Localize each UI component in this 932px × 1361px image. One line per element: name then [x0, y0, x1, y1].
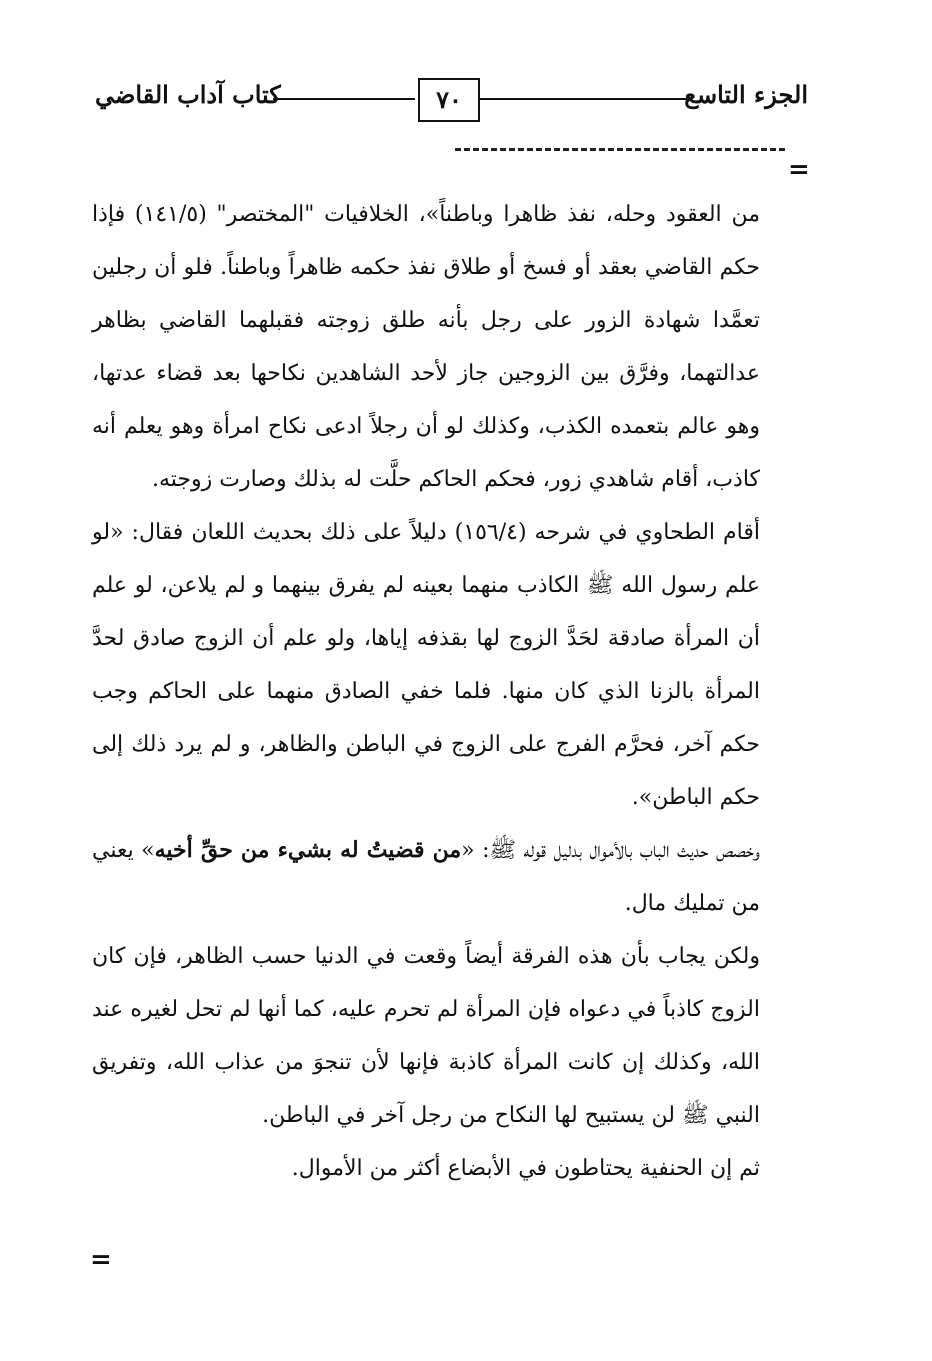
paragraph-3	[92, 824, 760, 930]
page-body	[92, 188, 760, 1195]
footnote-separator	[455, 148, 785, 151]
header-book-title: كتاب آداب القاضي	[95, 80, 281, 109]
paragraph-1: من العقود وحله، نفذ ظاهرا وباطناً»، الخلافيات "المختصر" (١٤١/٥) فإذا حكم القاضي بعقد أو فسخ أو طلاق نفذ حكمه ظاهراً وباطناً. فلو أن رجلين تعمَّدا شهادة الزور على رجل بأنه طلق زوجته فقبلهما القاضي بظاهر عدالتهما، وفرَّق بين الزوجين جاز لأحد الشاهدين نكاحها بعد قضاء عدتها، وهو عالم بتعمده الكذب، وكذلك لو أن رجلاً ادعى نكاح امرأة وهو يعلم أنه كاذب، أقام شاهدي زور، فحكم الحاكم حلَّت له بذلك وصارت زوجته.	[92, 202, 760, 492]
continuation-mark-top: =	[788, 155, 810, 185]
paragraph-3-after: » يعني من تمليك مال.	[92, 838, 760, 916]
page-header	[95, 70, 808, 130]
header-section-title: الجزء التاسع	[684, 80, 808, 109]
hadith-quote: من قضيتُ له بشيء من حقِّ أخيه	[154, 837, 462, 863]
header-rule-right	[480, 98, 690, 100]
page-number-box	[418, 78, 480, 122]
paragraph-5: ثم إن الحنفية يحتاطون في الأبضاع أكثر من الأموال.	[291, 1156, 760, 1181]
header-rule-left	[273, 98, 415, 100]
paragraph-4: ولكن يجاب بأن هذه الفرقة أيضاً وقعت في الدنيا حسب الظاهر، فإن كان الزوج كاذباً في دعواه فإن المرأة لم تحرم عليه، كما أنها لم تحل لغيره عند الله، وكذلك إن كانت المرأة كاذبة فإنها لأن تنجوَ من عذاب الله، وتفريق النبي ﷺ لن يستبيح لها النكاح من رجل آخر في الباطن.	[92, 944, 760, 1128]
continuation-mark-bottom: =	[90, 1245, 112, 1275]
paragraph-3-before: وخصص حديث الباب بالأموال بدليل قوله ﷺ: «	[461, 838, 760, 863]
page-number: ٧٠	[436, 85, 462, 114]
paragraph-2: أقام الطحاوي في شرحه (١٥٦/٤) دليلاً على ذلك بحديث اللعان فقال: «لو علم رسول الله ﷺ الكاذب منهما بعينه لم يفرق بينهما و لم يلاعن، لو علم أن المرأة صادقة لحَدَّ الزوج لها بقذفه إياها، ولو علم أن الزوج صادق لحدَّ المرأة بالزنا الذي كان منها. فلما خفي الصادق منهما على الحاكم وجب حكم آخر، فحرَّم الفرج على الزوج في الباطن والظاهر، و لم يرد ذلك إلى حكم الباطن».	[92, 520, 760, 810]
